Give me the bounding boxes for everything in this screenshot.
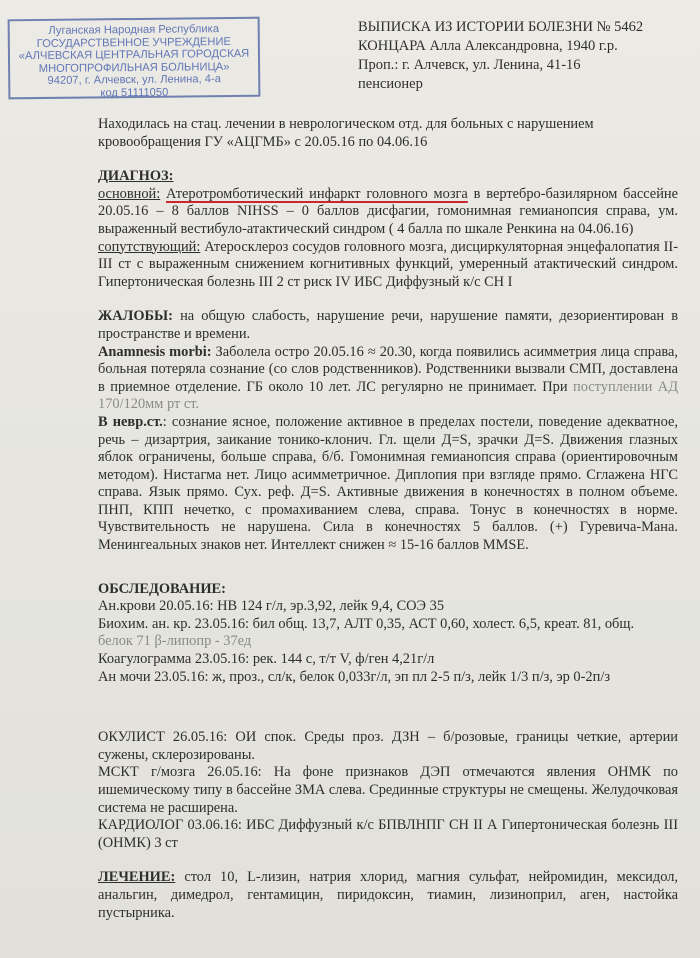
- patient-address: Проп.: г. Алчевск, ул. Ленина, 41-16: [358, 57, 581, 73]
- diagnosis-concomitant-text: Атеросклероз сосудов головного мозга, дисциркуляторная энцефалопатия II-III ст с выраженным снижением когнитивных функций, умеренный атактический синдром. Гипертоническая болезнь III 2 ст риск IV ИБС Диффузный к/с СН I: [98, 238, 678, 290]
- anamnesis-text: Заболела остро 20.05.16 ≈ 20.30, когда появились асимметрия лица справа, больная потеряла сознание (со слов родственников). Родственники вызвали СМП, доставлена в приемное отделение. ГБ около 10 лет. ЛС регулярно не принимает. При: [98, 343, 678, 395]
- exam-line: Ан мочи 23.05.16: ж, проз., сл/к, белок 0,033г/л, эп пл 2-5 п/з, лейк 1/3 п/з, эр 0-2п/з: [98, 668, 610, 685]
- stamp-line: код 51111050: [100, 86, 169, 99]
- anamnesis-label: Anamnesis morbi:: [98, 343, 212, 360]
- treatment-paragraph: [98, 869, 678, 922]
- diagnosis-heading: ДИАГНОЗ:: [98, 168, 174, 185]
- stamp-line: ГОСУДАРСТВЕННОЕ УЧРЕЖДЕНИЕ: [36, 35, 231, 50]
- patient-status: пенсионер: [358, 76, 423, 92]
- complaints-label: ЖАЛОБЫ:: [98, 308, 173, 325]
- document-header: [358, 18, 688, 94]
- stamp-line: 94207, г. Алчевск, ул. Ленина, 4-а: [47, 73, 222, 87]
- complaints-paragraph: [98, 308, 678, 343]
- diagnosis-concomitant: [98, 239, 678, 292]
- treatment-text: стол 10, L-лизин, натрия хлорид, магния сульфат, нейромидин, мексидол, анальгин, димедрол, гентамицин, пиридоксин, тиамин, лизиноприл, аген, настойка пустырника.: [98, 869, 678, 921]
- cardiologist-paragraph: КАРДИОЛОГ 03.06.16: ИБС Диффузный к/с БПВЛНПГ СН II А Гипертоническая болезнь III (ОНМК) 3 ст: [98, 817, 678, 851]
- hospital-stamp: [8, 17, 261, 100]
- diagnosis-main-highlight: Атеротромботический инфаркт головного мозга: [166, 185, 468, 202]
- diagnosis-concomitant-label: сопутствующий:: [98, 238, 201, 255]
- neuro-status-paragraph: [98, 414, 678, 555]
- patient-name: КОНЦАРА Алла Александровна, 1940 г.р.: [358, 38, 618, 54]
- exam-line: Коагулограмма 23.05.16: рек. 144 с, т/т V, ф/ген 4,21г/л: [98, 651, 435, 668]
- complaints-text: на общую слабость, нарушение речи, нарушение памяти, дезориентирован в пространстве и времени.: [98, 308, 678, 342]
- treatment-label: ЛЕЧЕНИЕ:: [98, 869, 176, 886]
- exam-heading: ОБСЛЕДОВАНИЕ:: [98, 580, 226, 597]
- neuro-status-label: В невр.ст.: [98, 413, 163, 430]
- stamp-line: «АЛЧЕВСКАЯ ЦЕНТРАЛЬНАЯ ГОРОДСКАЯ: [18, 47, 250, 63]
- document-title: ВЫПИСКА ИЗ ИСТОРИИ БОЛЕЗНИ № 5462: [358, 19, 644, 35]
- exam-line: белок 71 β-липопр - 37ед: [98, 633, 252, 650]
- diagnosis-main: [98, 186, 678, 239]
- neuro-status-text: : сознание ясное, положение активное в пределах постели, поведение адекватное, речь – дизартрия, заикание тонико-клонич. Гл. щели Д=S, зрачки Д=S. Движения глазных яблок ограничены, больше справа, б/б. Гомонимная гемианопсия справа (ориентировочным методом). Нистагма нет. Лицо асимметричное. Диплопия при взгляде прямо. Сглажена НГС справа. Язык прямо. Сух. реф. Д=S. Активные движения в конечностях в полном объеме. ПНП, КПП нечетко, с промахиванием слева, справа. Тонус в конечностях в норме. Чувствительность не нарушена. Сила в конечностях 5 баллов. (+) Гуревича-Мана. Менингеальных знаков нет. Интеллект снижен ≈ 15-16 баллов MMSE.: [98, 413, 678, 554]
- mskt-paragraph: МСКТ г/мозга 26.05.16: На фоне признаков ДЭП отмечаются явления ОНМК по ишемическому типу в бассейне ЗМА слева. Срединные структуры не смещены. Желудочковая система не расширена.: [98, 764, 678, 816]
- exam-line: Ан.крови 20.05.16: НВ 124 г/л, эр.3,92, лейк 9,4, СОЭ 35: [98, 598, 445, 615]
- stamp-line: Луганская Народная Республика: [48, 23, 220, 37]
- anamnesis-faded-text: поступлении АД 170/120мм рт ст.: [98, 378, 679, 413]
- stamp-line: МНОГОПРОФИЛЬНАЯ БОЛЬНИЦА»: [38, 60, 230, 75]
- oculist-paragraph: ОКУЛИСТ 26.05.16: ОИ спок. Среды проз. ДЗН – б/розовые, границы четкие, артерии сужены, склерозированы.: [98, 729, 678, 763]
- diagnosis-main-text: в вертебро-базилярном бассейне 20.05.16 – 8 баллов NIHSS – 0 баллов дисфагии, гомонимная гемианопсия справа, ум. выраженный вестибуло-атактический синдром ( 4 балла по шкале Ренкина на 04.06.16): [98, 185, 678, 237]
- diagnosis-main-label: основной:: [98, 185, 161, 202]
- anamnesis-paragraph: [98, 344, 678, 414]
- intro-paragraph: Находилась на стац. лечении в неврологическом отд. для больных с нарушением кровообращения ГУ «АЦГМБ» с 20.05.16 по 04.06.16: [98, 116, 594, 150]
- document-body: [98, 116, 678, 922]
- exam-line: Биохим. ан. кр. 23.05.16: бил общ. 13,7, АЛТ 0,35, АСТ 0,60, холест. 6,5, креат. 81, общ.: [98, 615, 635, 632]
